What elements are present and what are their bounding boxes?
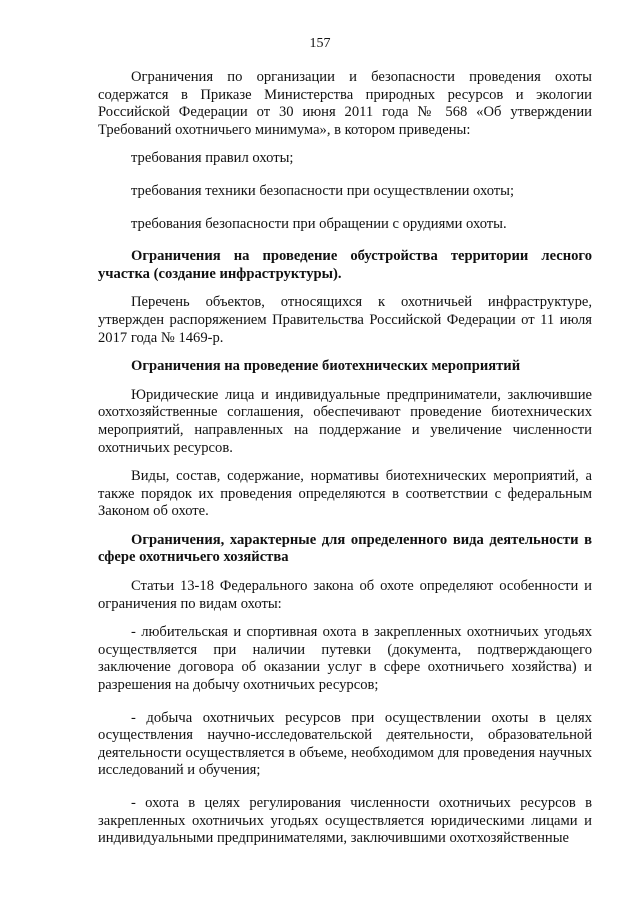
section-heading-biotechnical: Ограничения на проведение биотехнических мероприятий [131, 358, 521, 375]
list-item-scientific-hunting: - добыча охотничьих ресурсов при осуществлении охоты в целях осуществления научно-исследовательской деятельности, образовательной деятельности осуществляется в объеме, необходимом для проведения научных исследований и обучения; [98, 709, 592, 779]
infrastructure-paragraph: Перечень объектов, относящихся к охотничьей инфраструктуре, утвержден распоряжением Правительства Российской Федерации от 11 июля 2017 года № 1469-р. [98, 294, 592, 346]
list-item-population-regulation: - охота в целях регулирования численности охотничьих ресурсов в закрепленных охотничьих угодьях осуществляется юридическими лицами и индивидуальными предпринимателями, заключившими охотхозяйственные [98, 795, 592, 847]
intro-paragraph: Ограничения по организации и безопасности проведения охоты содержатся в Приказе Министерства природных ресурсов и экологии Российской Федерации от 30 июня 2011 года № 568 «Об утверждении Требований охотничьего минимума», в котором приведены: [98, 69, 592, 138]
list-item-amateur-sport-hunting: - любительская и спортивная охота в закрепленных охотничьих угодьях осуществляется при наличии путевки (документа, подтверждающего заключение договора об оказании услуг в сфере охотничьего хозяйства) и разрешения на добычу охотничьих ресурсов; [98, 624, 592, 694]
biotechnical-paragraph-2: Виды, состав, содержание, нормативы биотехнических мероприятий, а также порядок их проведения определяются в соответствии с федеральным Законом об охоте. [98, 468, 592, 520]
biotechnical-paragraph-1: Юридические лица и индивидуальные предприниматели, заключившие охотхозяйственные соглашения, обеспечивают проведение биотехнических мероприятий, направленных на поддержание и увеличение численности охотничьих ресурсов. [98, 386, 592, 456]
section-heading-activity-type: Ограничения, характерные для определенного вида деятельности в сфере охотничьего хозяйства [98, 531, 592, 566]
page-number: 157 [309, 36, 331, 51]
list-item-hunting-rules: требования правил охоты; [131, 150, 294, 167]
list-item-safety-technique: требования техники безопасности при осуществлении охоты; [131, 182, 515, 199]
articles-paragraph: Статьи 13-18 Федерального закона об охоте определяют особенности и ограничения по видам охоты: [98, 578, 592, 612]
section-heading-infrastructure: Ограничения на проведение обустройства территории лесного участка (создание инфраструктуры). [98, 248, 592, 282]
list-item-weapon-safety: требования безопасности при обращении с орудиями охоты. [131, 215, 507, 232]
document-body [98, 69, 592, 854]
